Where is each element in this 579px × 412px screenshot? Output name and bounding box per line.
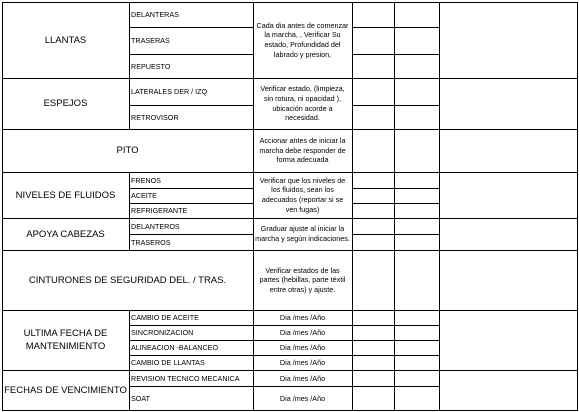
grid-line [439, 2, 440, 410]
item-sincronizacion: SINCRONIZACION [131, 328, 194, 337]
grid-line [2, 129, 577, 130]
grid-line [352, 203, 439, 204]
grid-line [352, 54, 439, 55]
item-traseras: TRASERAS [131, 36, 170, 45]
grid-line [577, 2, 578, 411]
grid-line [129, 355, 253, 356]
grid-line [2, 250, 577, 251]
grid-line [253, 2, 254, 410]
date-alineacion: Dia /mes /Año [279, 343, 326, 352]
grid-line [2, 410, 578, 411]
grid-line [394, 2, 395, 410]
item-delanteras: DELANTERAS [131, 10, 179, 19]
grid-line [352, 386, 439, 387]
item-traseros: TRASEROS [131, 237, 171, 247]
note-llantas: Cada dia antes de comenzar la marcha, , Verificar Su estado, Profundidad del labrado y presion, [256, 20, 349, 59]
grid-line [2, 2, 3, 411]
item-cambio-aceite: CAMBIO DE ACEITE [131, 313, 199, 322]
grid-line [129, 340, 253, 341]
item-repuesto: REPUESTO [131, 61, 171, 71]
grid-line [129, 203, 253, 204]
item-alineacion: ALINEACION -BALANCEO [131, 343, 219, 352]
date-revision-tecnico-mecanica: Dia /mes /Año [279, 373, 326, 383]
grid-line [352, 27, 439, 28]
item-laterales: LATERALES DER / IZQ [131, 87, 208, 96]
grid-line [352, 188, 439, 189]
grid-line [2, 172, 577, 173]
grid-line [129, 2, 130, 129]
date-cambio-aceite: Dia /mes /Año [279, 313, 326, 322]
grid-line [2, 218, 577, 219]
observations-column [439, 2, 577, 410]
grid-line [129, 310, 130, 410]
grid-line [129, 234, 253, 235]
grid-line [2, 78, 577, 79]
item-refrigerante: REFRIGERANTE [131, 206, 188, 215]
grid-line [352, 325, 439, 326]
grid-line [129, 54, 253, 55]
grid-line [253, 340, 352, 341]
section-cinturones-label: CINTURONES DE SEGURIDAD DEL. / TRAS. [28, 274, 227, 286]
item-revision-tecnico-mecanica: REVISION TECNICO MECANICA [131, 373, 240, 383]
note-cinturones: Verificar estados de las partes (hebillas, parte téxtil entre otras) y ajuste. [259, 265, 346, 294]
grid-line [352, 105, 439, 106]
item-frenos: FRENOS [131, 175, 161, 185]
grid-line [352, 340, 439, 341]
check-column-2 [394, 2, 439, 410]
grid-line [352, 355, 439, 356]
note-pito: Accionar antes de iniciar la marcha debe responder de forma adecuada [259, 136, 346, 165]
grid-line [129, 105, 253, 106]
grid-line [253, 355, 352, 356]
item-soat: SOAT [131, 393, 151, 403]
grid-line [129, 172, 130, 250]
item-aceite: ACEITE [131, 191, 157, 200]
section-espejos-label: ESPEJOS [43, 98, 88, 109]
section-niveles-label: NIVELES DE FLUIDOS [15, 189, 116, 201]
grid-line [253, 325, 352, 326]
grid-line [2, 2, 578, 3]
grid-line [253, 386, 352, 387]
note-apoya-cabezas: Graduar ajuste al iniciar la marcha y según indicaciones. [255, 224, 350, 243]
item-delanteros: DELANTEROS [131, 221, 180, 231]
section-apoya-cabezas-label: APOYA CABEZAS [26, 228, 105, 240]
section-mantenimiento-label: ULTIMA FECHA DE MANTENIMIENTO [23, 328, 108, 352]
grid-line [129, 386, 253, 387]
check-column-1 [352, 2, 394, 410]
grid-line [2, 310, 577, 311]
grid-line [352, 2, 353, 410]
date-sincronizacion: Dia /mes /Año [279, 328, 326, 337]
date-cambio-llantas: Dia /mes /Año [279, 358, 326, 367]
grid-line [129, 27, 253, 28]
note-niveles: Verificar que los niveles de los fluidos, sean los adecuados (reportar si se ven fugas) [259, 175, 346, 214]
grid-line [129, 188, 253, 189]
section-vencimiento-label: FECHAS DE VENCIMIENTO [4, 384, 127, 396]
section-llantas-label: LLANTAS [44, 34, 87, 46]
grid-line [352, 234, 439, 235]
grid-line [129, 325, 253, 326]
item-retrovisor: RETROVISOR [131, 112, 179, 122]
section-pito-label: PITO [116, 145, 139, 156]
item-cambio-llantas: CAMBIO DE LLANTAS [131, 358, 205, 367]
grid-line [2, 370, 577, 371]
note-espejos: Verificar estado, (limpieza, sin rotura, ni opacidad ), ubicación acorde a necesidad. [260, 84, 345, 123]
date-soat: Dia /mes /Año [279, 393, 326, 403]
